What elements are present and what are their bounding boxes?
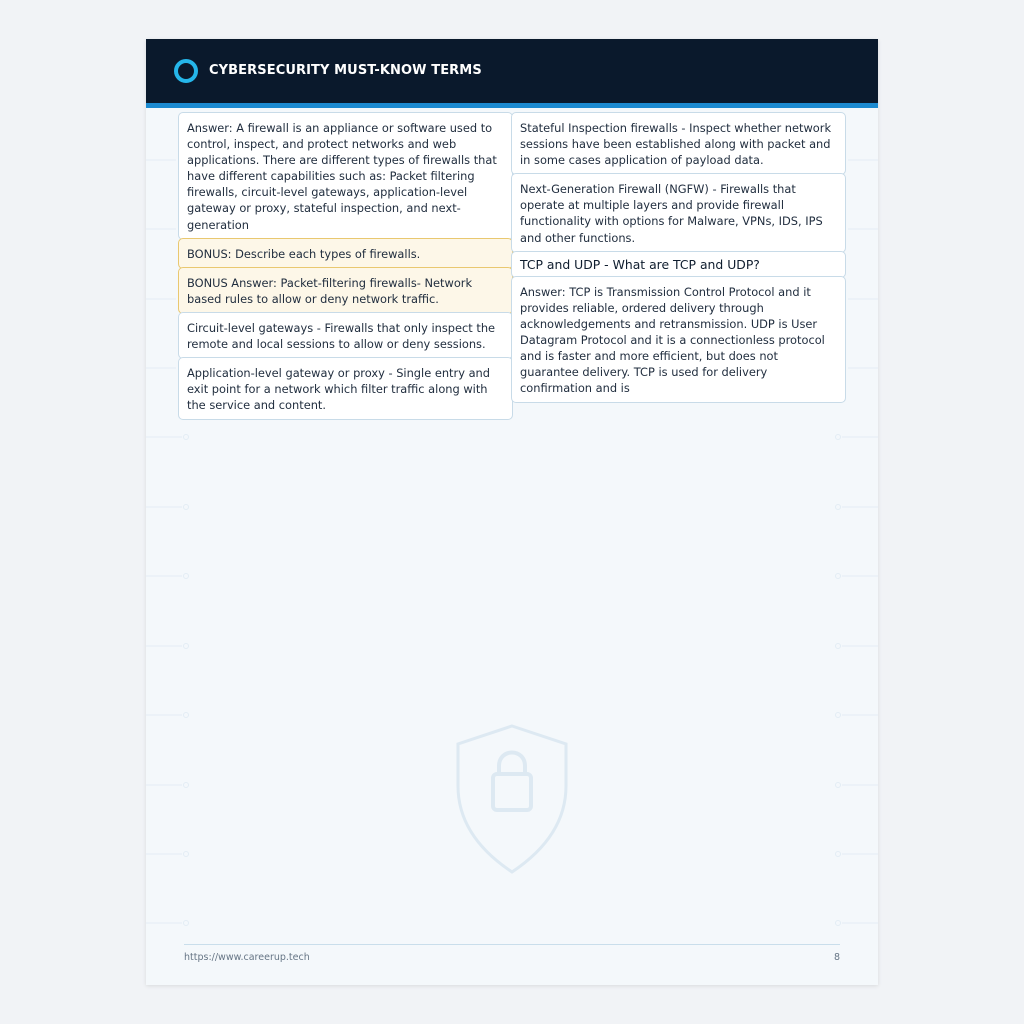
page-number: 8 [833,952,840,963]
left-column [178,112,513,418]
page-header [146,39,878,103]
bonus-question-card: BONUS: Describe each types of firewalls. [178,238,513,269]
answer-card: Answer: TCP is Transmission Control Protocol and it provides reliable, ordered delivery through acknowledgements and retransmission. UDP is User Datagram Protocol and it is a connectionless protocol and is faster and more efficient, but does not guarantee delivery. TCP is used for delivery confirmation and is [511,276,846,404]
footer-url: https://www.careerup.tech [184,952,310,963]
answer-card: Next-Generation Firewall (NGFW) - Firewalls that operate at multiple layers and provide firewall functionality with options for Malware, VPNs, IDS, IPS and other functions. [511,173,846,252]
header-accent-bar [146,103,878,108]
answer-card: Circuit-level gateways - Firewalls that only inspect the remote and local sessions to allow or deny sessions. [178,312,513,359]
answer-card: Application-level gateway or proxy - Single entry and exit point for a network which filter traffic along with the service and content. [178,357,513,420]
document-page [146,39,878,985]
ring-logo-icon [174,59,198,83]
shield-lock-icon [456,724,568,874]
footer-divider [184,944,840,945]
answer-card: Answer: A firewall is an appliance or software used to control, inspect, and protect networks and web applications. There are different types of firewalls that have different capabilities such as: Packet filtering firewalls, circuit-level gateways, application-level gateway or proxy, stateful inspection, and next-generation [178,112,513,240]
question-card: TCP and UDP - What are TCP and UDP? [511,251,846,278]
right-column [511,112,846,401]
page-title: CYBERSECURITY MUST-KNOW TERMS [209,63,482,78]
bonus-answer-card: BONUS Answer: Packet-filtering firewalls- Network based rules to allow or deny network traffic. [178,267,513,314]
answer-card: Stateful Inspection firewalls - Inspect whether network sessions have been established along with packet and in some cases application of payload data. [511,112,846,175]
